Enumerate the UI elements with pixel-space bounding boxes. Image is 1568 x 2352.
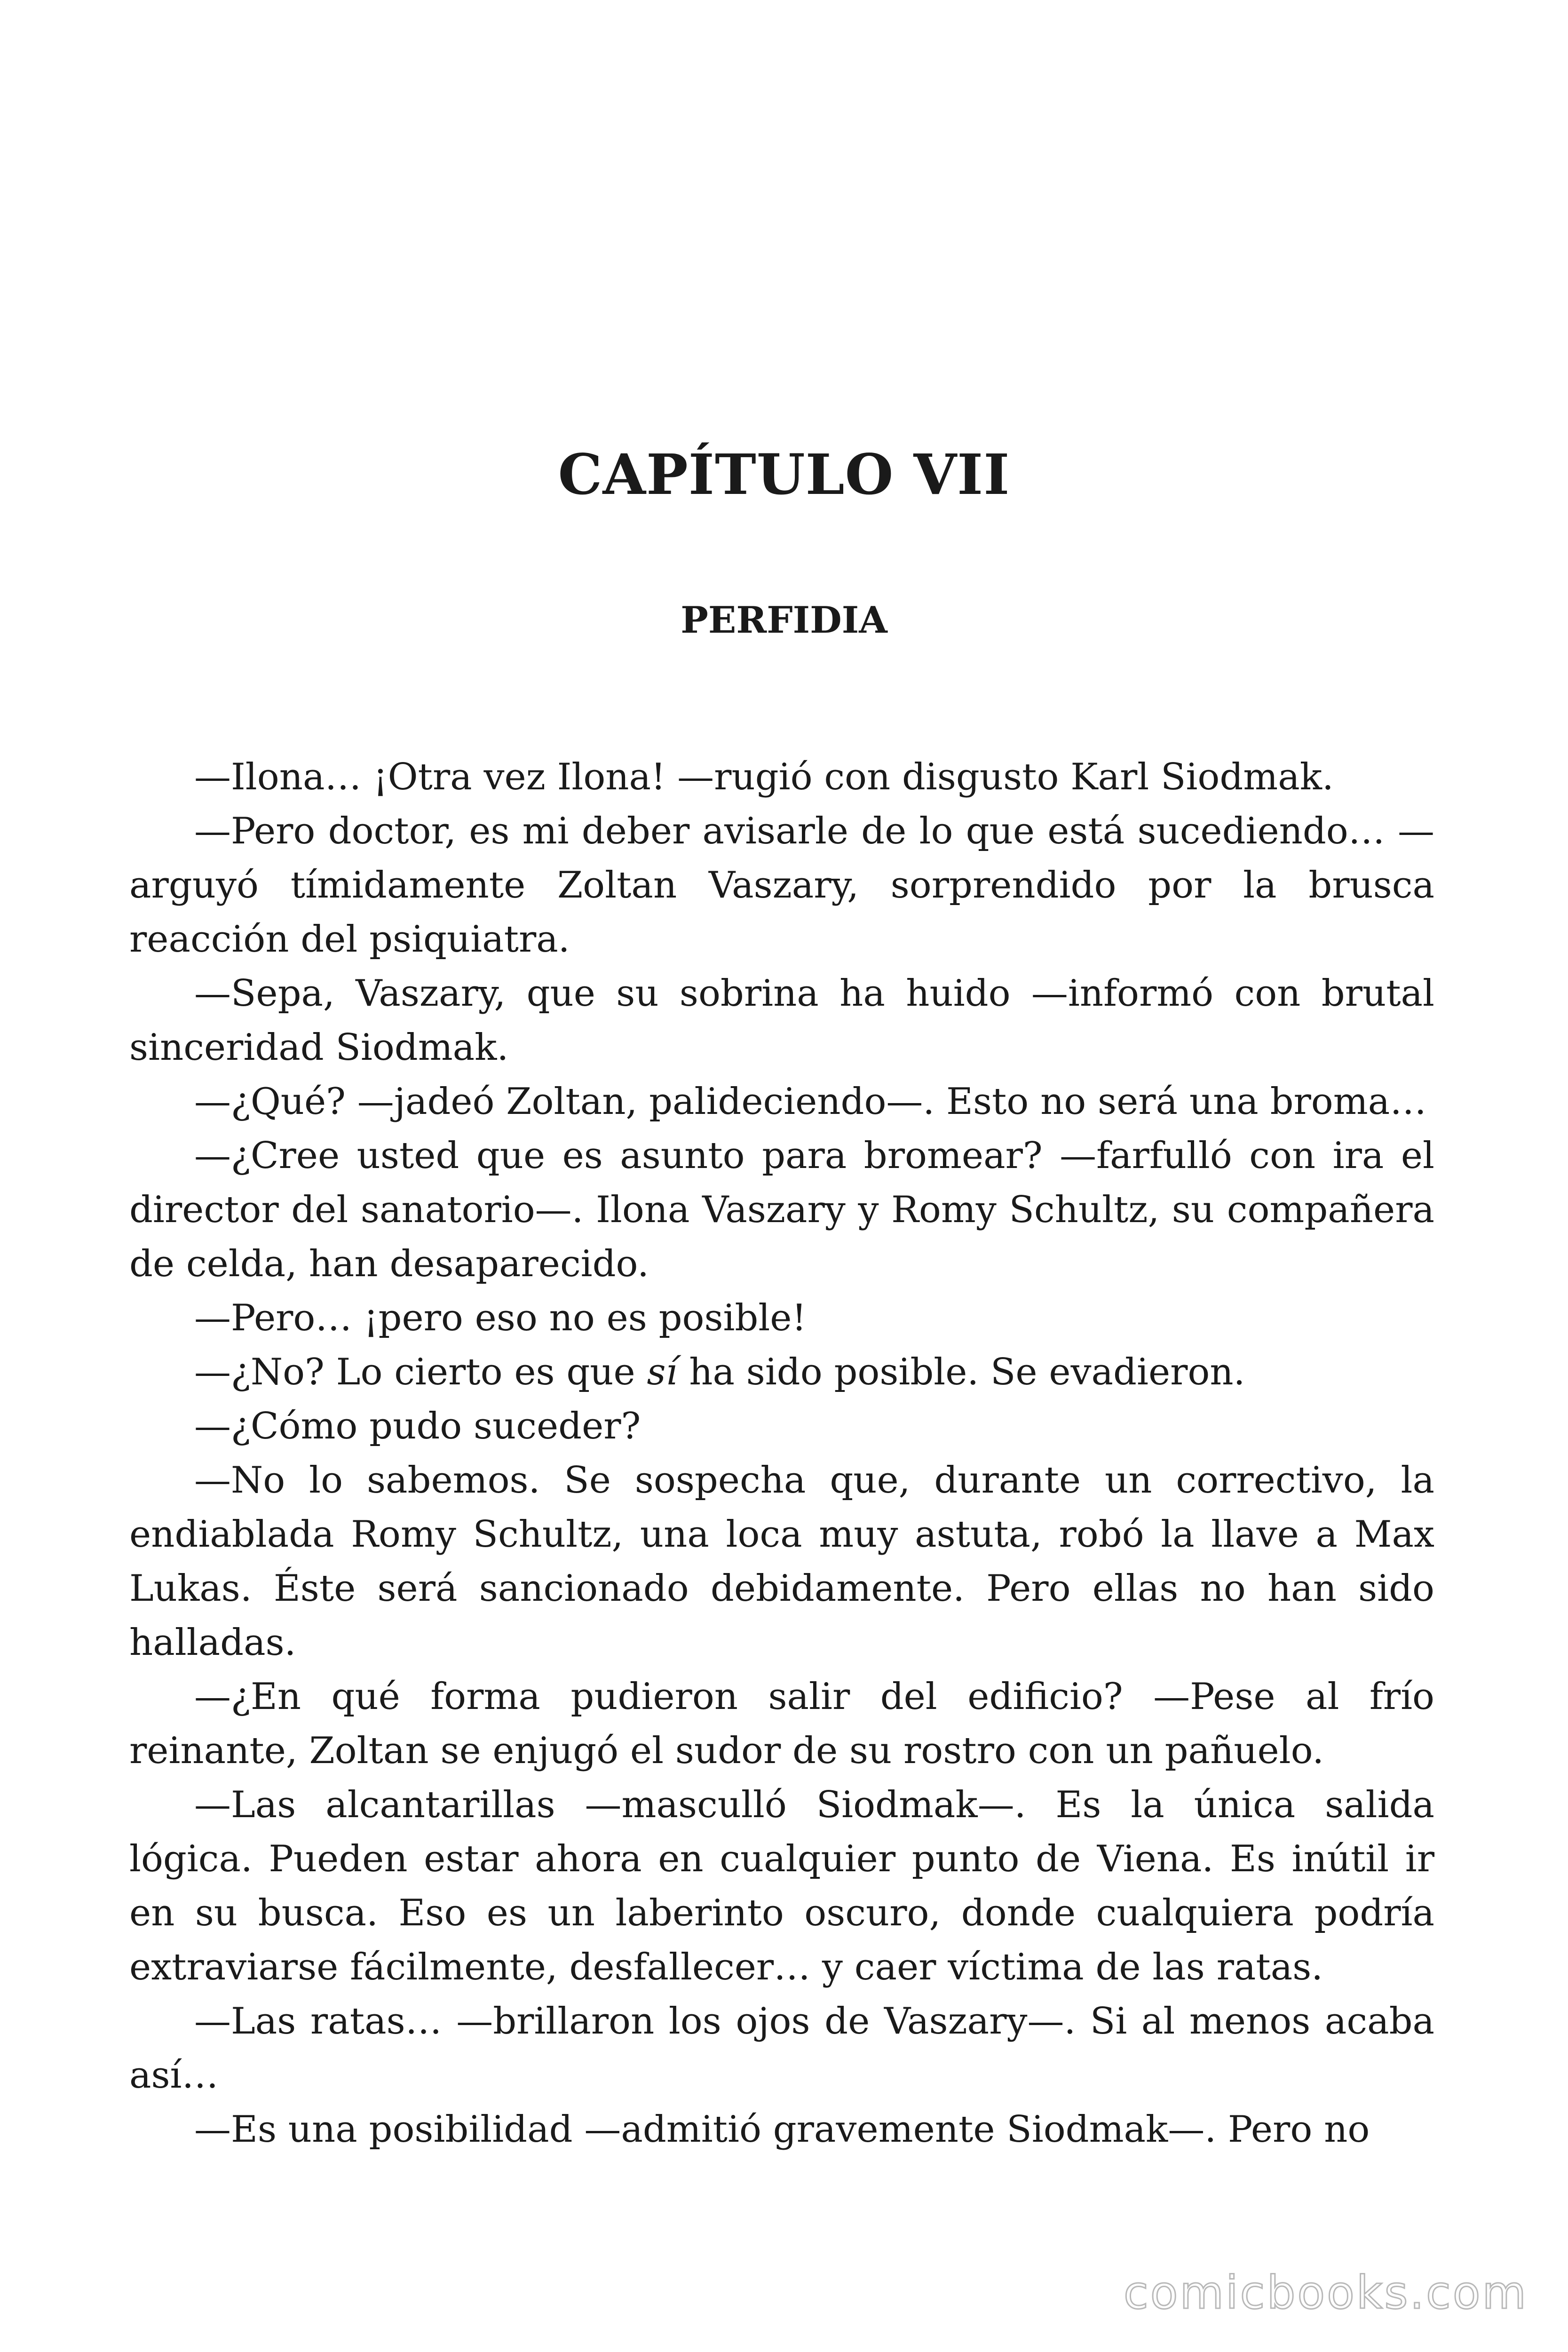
paragraph: —¿Qué? —jadeó Zoltan, palideciendo—. Esto no será una broma…: [194, 1081, 1427, 1123]
paragraph: —Sepa, Vaszary, que su sobrina ha huido —informó con brutal sinceridad Siodmak.: [129, 972, 1434, 1069]
paragraph: —Las ratas… —brillaron los ojos de Vaszary—. Si al menos acaba así…: [129, 2000, 1434, 2097]
paragraph: —¿Cómo pudo suceder?: [194, 1405, 641, 1447]
paragraph: —¿Cree usted que es asunto para bromear? —farfulló con ira el director del sanatorio—. Ilona Vaszary y Romy Schultz, su compañera de celda, han desaparecido.: [129, 1135, 1434, 1285]
chapter-body: [129, 750, 1434, 2157]
paragraph-evaded: [129, 1345, 1434, 1399]
chapter-subtitle: PERFIDIA: [681, 599, 887, 642]
paragraph: —Las alcantarillas —masculló Siodmak—. Es la única salida lógica. Pueden estar ahora en cualquier punto de Viena. Es inútil ir en su busca. Eso es un laberinto oscuro, donde cualquiera podría extraviarse fácilmente, desfallecer… y caer víctima de las ratas.: [129, 1784, 1434, 1988]
paragraph: —Pero doctor, es mi deber avisarle de lo que está sucediendo… —arguyó tímidamente Zoltan Vaszary, sorprendido por la brusca reacción del psiquiatra.: [129, 810, 1434, 961]
paragraph: —Es una posibilidad —admitió gravemente Siodmak—. Pero no: [194, 2108, 1370, 2151]
paragraph-evaded-emphasis: sí: [647, 1351, 678, 1393]
chapter-title: CAPÍTULO VII: [558, 442, 1010, 507]
paragraph: —No lo sabemos. Se sospecha que, durante un correctivo, la endiablada Romy Schultz, una loca muy astuta, robó la llave a Max Lukas. Éste será sancionado debidamente. Pero ellas no han sido halladas.: [129, 1459, 1434, 1664]
watermark: comicbooks.com: [1123, 2266, 1528, 2319]
paragraph: —Pero… ¡pero eso no es posible!: [194, 1297, 807, 1339]
paragraph-evaded-after: ha sido posible. Se evadieron.: [677, 1351, 1245, 1393]
paragraph-evaded-before: —¿No? Lo cierto es que: [194, 1351, 647, 1393]
paragraph: —¿En qué forma pudieron salir del edificio? —Pese al frío reinante, Zoltan se enjugó el sudor de su rostro con un pañuelo.: [129, 1676, 1434, 1772]
paragraph: —Ilona… ¡Otra vez Ilona! —rugió con disgusto Karl Siodmak.: [194, 756, 1334, 798]
